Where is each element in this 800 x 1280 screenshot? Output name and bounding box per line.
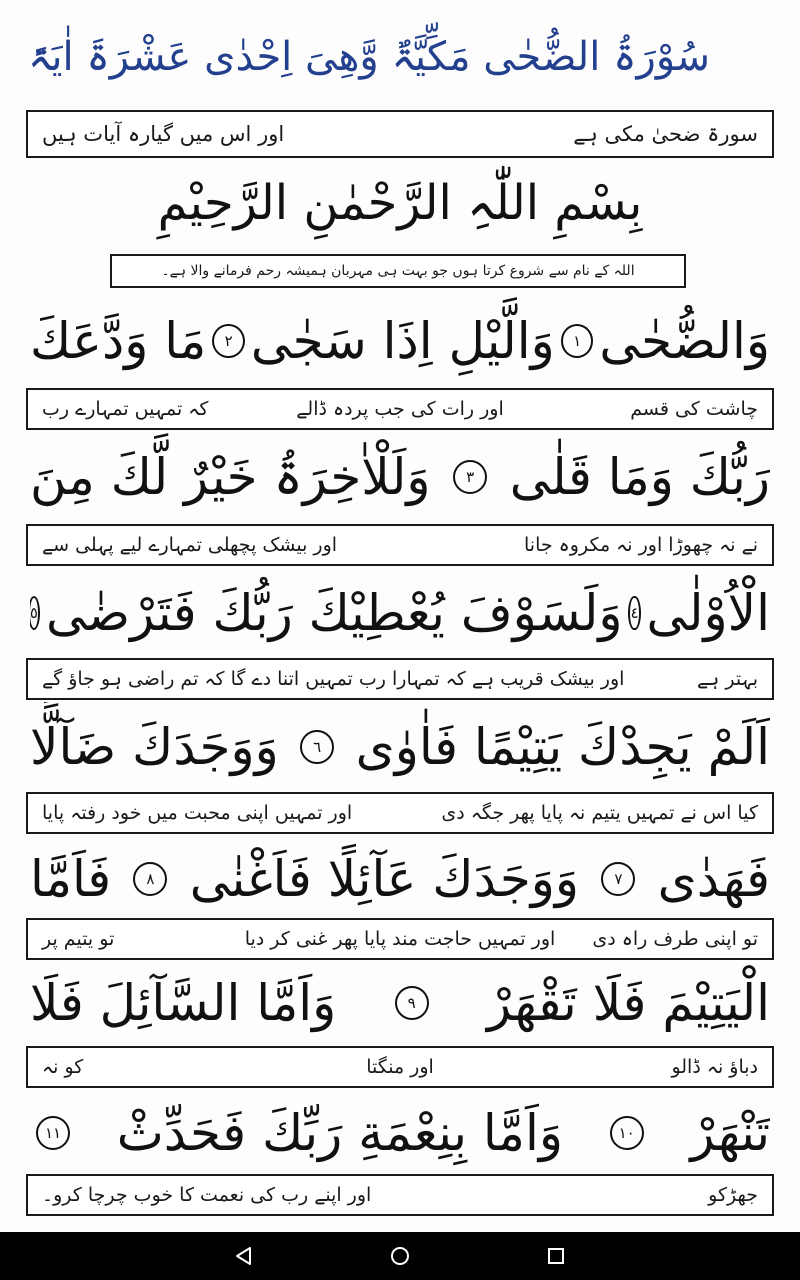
translation-segment: اور اپنے رب کی نعمت کا خوب چرچا کرو۔	[42, 1184, 372, 1206]
verse-number-marker: ٢	[212, 324, 245, 358]
translation-segment: جھڑکو	[708, 1184, 758, 1206]
translation-segment: اور تمہیں اپنی محبت میں خود رفتہ پایا	[42, 802, 353, 824]
translation-line-7	[26, 1174, 774, 1216]
arabic-segment: الْیَتِیْمَ فَلَا تَقْهَرْ	[486, 974, 770, 1032]
verse-number-marker: ٤	[628, 596, 640, 630]
verse-number-marker: ٥	[30, 596, 40, 630]
translation-line-3	[26, 658, 774, 700]
verse-number-marker: ١١	[36, 1116, 70, 1150]
surah-title: سُوْرَۃُ الضُّحٰی مَکِّیَّۃٌ وَّھِیَ اِحْدٰی عَشْرَۃَ اٰیَۃً	[27, 34, 710, 80]
arabic-line-3	[30, 568, 770, 658]
translation-segment: اور رات کی جب پردہ ڈالے	[296, 398, 504, 420]
verse-number-marker: ٣	[453, 460, 487, 494]
home-button[interactable]	[364, 1232, 436, 1280]
home-circle-icon	[389, 1245, 411, 1267]
translation-segment: اور منگتا	[366, 1056, 434, 1078]
verse-number-marker: ١٠	[610, 1116, 644, 1150]
arabic-line-1	[30, 296, 770, 386]
arabic-segment: وَالضُّحٰی	[599, 312, 770, 370]
arabic-segment: فَاَمَّا	[30, 850, 112, 908]
arabic-segment: تَنْهَرْ	[690, 1104, 770, 1162]
arabic-segment: الْاُوْلٰی	[646, 584, 770, 642]
intro-left-text: اور اس میں گیارہ آیات ہیں	[42, 122, 285, 146]
translation-segment: کیا اس نے تمہیں یتیم نہ پایا پھر جگہ دی	[441, 802, 758, 824]
translation-segment: بہتر ہے	[697, 668, 758, 690]
back-button[interactable]	[208, 1232, 280, 1280]
arabic-segment: وَلَلْاٰخِرَۃُ خَیْرٌ لَّكَ مِنَ	[30, 448, 431, 506]
verse-number-marker: ٩	[395, 986, 429, 1020]
arabic-line-7	[30, 1088, 770, 1178]
arabic-segment: وَوَجَدَكَ عَآئِلًا فَاَغْنٰی	[189, 850, 580, 908]
translation-segment: کو نہ	[42, 1056, 84, 1078]
arabic-segment: وَلَسَوْفَ یُعْطِیْكَ رَبُّكَ فَتَرْضٰی	[45, 584, 623, 642]
arabic-line-6	[30, 958, 770, 1048]
surah-intro-box	[26, 110, 774, 158]
translation-line-1	[26, 388, 774, 430]
verse-number-marker: ٨	[133, 862, 167, 896]
android-nav-bar	[0, 1232, 800, 1280]
arabic-segment: وَاَمَّا بِنِعْمَةِ رَبِّكَ فَحَدِّثْ	[116, 1104, 563, 1162]
verse-number-marker: ٧	[601, 862, 635, 896]
bismillah-arabic: بِسْمِ اللّٰہِ الرَّحْمٰنِ الرَّحِیْمِ	[157, 175, 643, 231]
arabic-line-5	[30, 834, 770, 924]
translation-segment: تو یتیم پر	[42, 928, 115, 950]
recents-square-icon	[545, 1245, 567, 1267]
bismillah-translation: اللہ کے نام سے شروع کرتا ہوں جو بہت ہی مہربان ہمیشہ رحم فرمانے والا ہے۔	[161, 263, 635, 279]
translation-segment: چاشت کی قسم	[630, 398, 758, 420]
arabic-segment: وَاَمَّا السَّآئِلَ فَلَا	[30, 974, 337, 1032]
arabic-segment: وَوَجَدَكَ ضَآلًّا	[30, 718, 279, 776]
translation-segment: تو اپنی طرف راہ دی	[592, 928, 758, 950]
translation-segment: کہ تمہیں تمہارے رب	[42, 398, 209, 420]
arabic-segment: رَبُّكَ وَمَا قَلٰی	[509, 448, 770, 506]
arabic-segment: وَالَّیْلِ اِذَا سَجٰی	[250, 312, 555, 370]
translation-segment: نے نہ چھوڑا اور نہ مکروہ جانا	[524, 534, 758, 556]
translation-segment: اور بیشک قریب ہے کہ تمہارا رب تمہیں اتنا دے گا کہ تم راضی ہو جاؤ گے	[42, 668, 625, 690]
translation-line-4	[26, 792, 774, 834]
arabic-segment: اَلَمْ یَجِدْكَ یَتِیْمًا فَاٰوٰی	[355, 718, 770, 776]
translation-segment: اور بیشک پچھلی تمہارے لیے پہلی سے	[42, 534, 338, 556]
translation-segment: دباؤ نہ ڈالو	[671, 1056, 758, 1078]
translation-line-5	[26, 918, 774, 960]
intro-right-text: سورۃ ضحیٰ مکی ہے	[573, 122, 758, 146]
translation-line-2	[26, 524, 774, 566]
arabic-segment: فَهَدٰی	[657, 850, 770, 908]
arabic-line-2	[30, 432, 770, 522]
arabic-segment: مَا وَدَّعَكَ	[30, 312, 207, 370]
verse-number-marker: ٦	[300, 730, 334, 764]
bismillah-translation-box	[110, 254, 686, 288]
translation-line-6	[26, 1046, 774, 1088]
recents-button[interactable]	[520, 1232, 592, 1280]
translation-segment: اور تمہیں حاجت مند پایا پھر غنی کر دیا	[244, 928, 556, 950]
verse-number-marker: ١	[561, 324, 594, 358]
arabic-line-4	[30, 702, 770, 792]
back-triangle-icon	[233, 1245, 255, 1267]
